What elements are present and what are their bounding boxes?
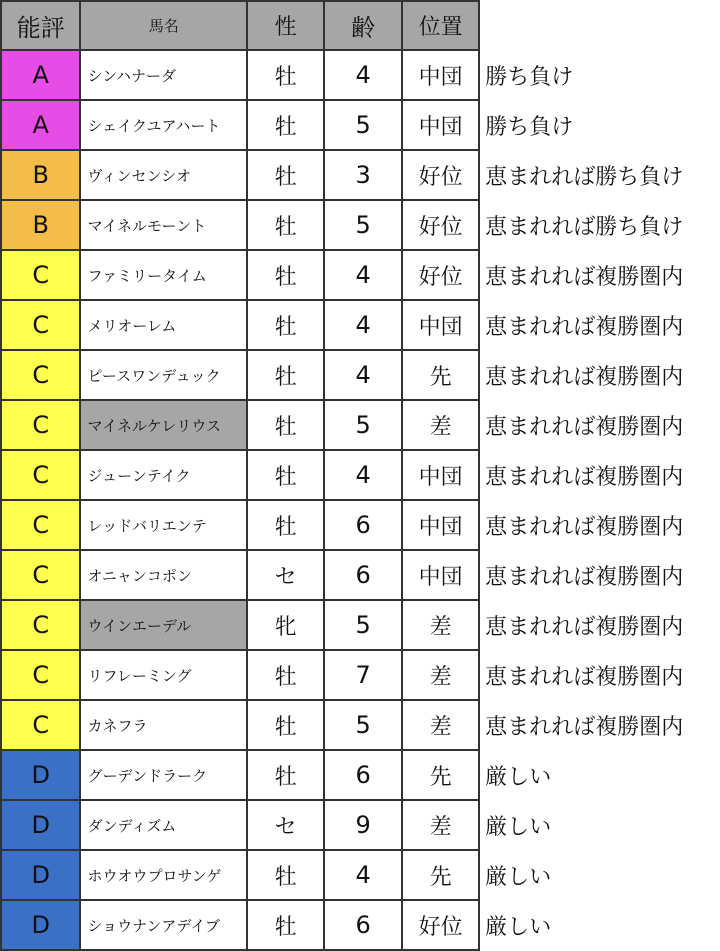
age-cell: 4: [324, 450, 401, 500]
age-cell: 6: [324, 900, 401, 950]
note-cell: 恵まれれば複勝圏内: [485, 464, 684, 490]
age-cell: 3: [324, 150, 401, 200]
horse-name-cell: ショウナンアデイブ: [80, 900, 247, 950]
horse-name-cell: ホウオウプロサンゲ: [80, 850, 247, 900]
table-row: [1, 500, 719, 550]
header-row: [1, 1, 719, 50]
rank-cell: C: [1, 300, 80, 350]
table-row: [1, 550, 719, 600]
table-row: [1, 200, 719, 250]
note-cell: 厳しい: [485, 814, 552, 840]
rank-cell: C: [1, 550, 80, 600]
sex-cell: 牡: [247, 500, 324, 550]
position-cell: 好位: [402, 900, 479, 950]
table-row: [1, 300, 719, 350]
position-cell: 中団: [402, 100, 479, 150]
sex-cell: 牡: [247, 650, 324, 700]
header-note-spacer: [479, 1, 719, 50]
sex-cell: 牡: [247, 50, 324, 100]
header-sex: 性: [247, 1, 324, 50]
horse-name-cell: ファミリータイム: [80, 250, 247, 300]
age-cell: 4: [324, 350, 401, 400]
table-row: [1, 850, 719, 900]
position-cell: 差: [402, 800, 479, 850]
table-row: [1, 650, 719, 700]
position-cell: 中団: [402, 500, 479, 550]
rank-cell: A: [1, 50, 80, 100]
sex-cell: 牡: [247, 450, 324, 500]
rank-cell: D: [1, 850, 80, 900]
rank-cell: B: [1, 200, 80, 250]
age-cell: 5: [324, 400, 401, 450]
table-row: [1, 50, 719, 100]
table-row: [1, 350, 719, 400]
rank-cell: C: [1, 700, 80, 750]
sex-cell: 牝: [247, 600, 324, 650]
header-name: 馬名: [80, 1, 247, 50]
horse-name-cell: ダンディズム: [80, 800, 247, 850]
sex-cell: 牡: [247, 350, 324, 400]
position-cell: 好位: [402, 150, 479, 200]
sex-cell: 牡: [247, 200, 324, 250]
sex-cell: 牡: [247, 850, 324, 900]
note-cell: 勝ち負け: [485, 64, 574, 90]
header-rank: 能評: [1, 1, 80, 50]
header-position: 位置: [402, 1, 479, 50]
age-cell: 5: [324, 200, 401, 250]
sex-cell: 牡: [247, 700, 324, 750]
note-cell: 恵まれれば複勝圏内: [485, 664, 684, 690]
age-cell: 4: [324, 50, 401, 100]
table-row: [1, 400, 719, 450]
age-cell: 6: [324, 500, 401, 550]
horse-name-cell: ウインエーデル: [80, 600, 247, 650]
rank-cell: B: [1, 150, 80, 200]
position-cell: 中団: [402, 550, 479, 600]
note-cell: 恵まれれば複勝圏内: [485, 714, 684, 740]
rank-cell: C: [1, 400, 80, 450]
sex-cell: 牡: [247, 100, 324, 150]
horse-name-cell: シンハナーダ: [80, 50, 247, 100]
position-cell: 先: [402, 850, 479, 900]
horse-name-cell: ジューンテイク: [80, 450, 247, 500]
note-cell: 恵まれれば複勝圏内: [485, 414, 684, 440]
position-cell: 差: [402, 400, 479, 450]
note-cell: 恵まれれば複勝圏内: [485, 564, 684, 590]
note-cell: 厳しい: [485, 864, 552, 890]
horse-name-cell: リフレーミング: [80, 650, 247, 700]
rank-cell: C: [1, 600, 80, 650]
horse-name-cell: メリオーレム: [80, 300, 247, 350]
note-cell: 恵まれれば複勝圏内: [485, 314, 684, 340]
rank-cell: C: [1, 450, 80, 500]
horse-name-cell: マイネルモーント: [80, 200, 247, 250]
header-age: 齢: [324, 1, 401, 50]
age-cell: 6: [324, 550, 401, 600]
sex-cell: セ: [247, 550, 324, 600]
position-cell: 中団: [402, 300, 479, 350]
table-row: [1, 700, 719, 750]
sex-cell: 牡: [247, 300, 324, 350]
horse-name-cell: ピースワンデュック: [80, 350, 247, 400]
sex-cell: 牡: [247, 250, 324, 300]
sex-cell: 牡: [247, 150, 324, 200]
age-cell: 6: [324, 750, 401, 800]
table-row: [1, 900, 719, 950]
table-row: [1, 100, 719, 150]
age-cell: 4: [324, 850, 401, 900]
note-cell: 厳しい: [485, 764, 552, 790]
note-cell: 恵まれれば勝ち負け: [485, 214, 684, 240]
horse-name-cell: マイネルケレリウス: [80, 400, 247, 450]
table-row: [1, 150, 719, 200]
horse-name-cell: シェイクユアハート: [80, 100, 247, 150]
rank-cell: C: [1, 350, 80, 400]
sex-cell: 牡: [247, 400, 324, 450]
note-cell: 恵まれれば複勝圏内: [485, 614, 684, 640]
horse-name-cell: ヴィンセンシオ: [80, 150, 247, 200]
position-cell: 中団: [402, 450, 479, 500]
rank-cell: C: [1, 650, 80, 700]
table-row: [1, 250, 719, 300]
horse-name-cell: レッドバリエンテ: [80, 500, 247, 550]
age-cell: 5: [324, 600, 401, 650]
position-cell: 好位: [402, 200, 479, 250]
horse-name-cell: オニャンコポン: [80, 550, 247, 600]
age-cell: 7: [324, 650, 401, 700]
age-cell: 4: [324, 250, 401, 300]
sex-cell: 牡: [247, 750, 324, 800]
sex-cell: 牡: [247, 900, 324, 950]
rank-cell: D: [1, 900, 80, 950]
table-row: [1, 800, 719, 850]
sex-cell: セ: [247, 800, 324, 850]
note-cell: 勝ち負け: [485, 114, 574, 140]
age-cell: 5: [324, 700, 401, 750]
rank-cell: C: [1, 500, 80, 550]
position-cell: 中団: [402, 50, 479, 100]
position-cell: 好位: [402, 250, 479, 300]
position-cell: 差: [402, 700, 479, 750]
note-cell: 恵まれれば複勝圏内: [485, 364, 684, 390]
rank-cell: C: [1, 250, 80, 300]
rank-cell: A: [1, 100, 80, 150]
rank-cell: D: [1, 800, 80, 850]
note-cell: 厳しい: [485, 914, 552, 940]
age-cell: 4: [324, 300, 401, 350]
table-row: [1, 600, 719, 650]
age-cell: 9: [324, 800, 401, 850]
horse-name-cell: グーデンドラーク: [80, 750, 247, 800]
position-cell: 先: [402, 350, 479, 400]
age-cell: 5: [324, 100, 401, 150]
table-row: [1, 450, 719, 500]
position-cell: 差: [402, 600, 479, 650]
position-cell: 差: [402, 650, 479, 700]
rank-cell: D: [1, 750, 80, 800]
note-cell: 恵まれれば複勝圏内: [485, 514, 684, 540]
note-cell: 恵まれれば複勝圏内: [485, 264, 684, 290]
table-row: [1, 750, 719, 800]
horse-name-cell: カネフラ: [80, 700, 247, 750]
position-cell: 先: [402, 750, 479, 800]
note-cell: 恵まれれば勝ち負け: [485, 164, 684, 190]
